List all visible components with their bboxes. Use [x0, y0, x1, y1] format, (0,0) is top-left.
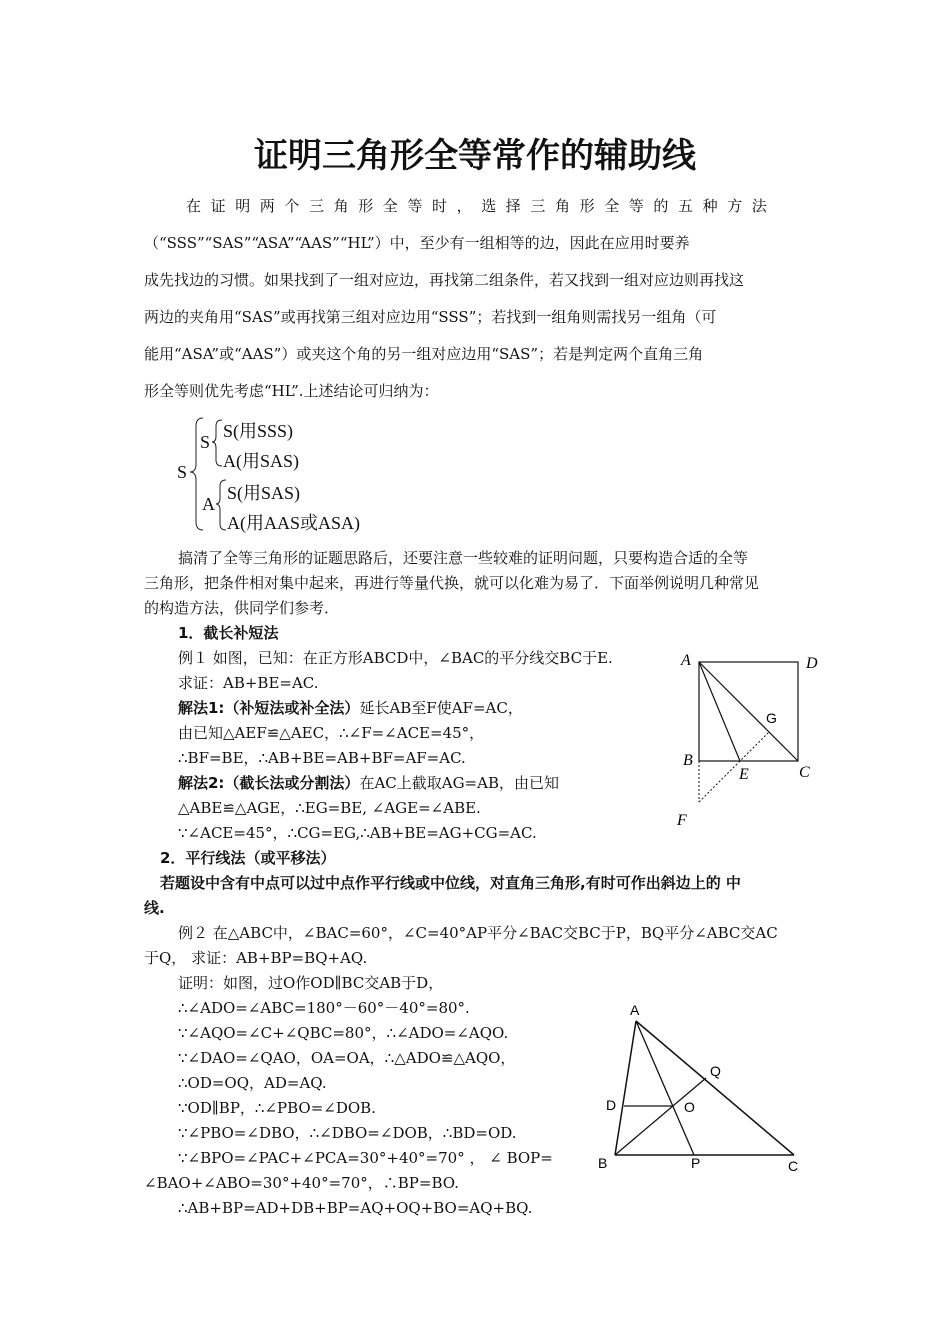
intro-line-5: 能用“ASA”或“AAS”）或夹这个角的另一组对应边用“SAS”；若是判定两个直角三角	[144, 345, 704, 363]
fig2-label-d: D	[606, 1097, 617, 1113]
summary-a-s: S(用SAS)	[227, 483, 301, 503]
solution1-line-2: 由已知△AEF≌△AEC，∴∠F=∠ACE=45°，	[178, 724, 485, 742]
section2-example-line-1: 例２ 在△ABC中，∠BAC=60°，∠C=40°AP平分∠BAC交BC于P，BQ平分∠ABC交AC	[178, 924, 778, 942]
intro-line-4: 两边的夹角用“SAS”或再找第三组对应边用“SSS”；若找到一组角则需找另一组角（可	[144, 308, 717, 326]
fig2-label-o: O	[684, 1099, 695, 1115]
proof-line: ∵∠DAO=∠QAO，OA=OA，∴△ADO≌△AQO，	[178, 1049, 516, 1067]
solution1-label: 解法1:（补短法或补全法）	[178, 699, 360, 717]
intro-line-3: 成先找边的习惯。如果找到了一组对应边，再找第二组条件，若又找到一组对应边则再找这	[144, 271, 745, 289]
figure-square-abcd	[670, 645, 830, 835]
proof-line: ∴OD=OQ，AD=AQ.	[178, 1074, 327, 1092]
fig1-label-e: E	[739, 766, 749, 783]
proof-line: ∵OD∥BP，∴∠PBO=∠DOB.	[178, 1099, 376, 1117]
solution1-line-3: ∴BF=BE，∴AB+BE=AB+BF=AF=AC.	[178, 749, 466, 767]
fig2-label-p: P	[691, 1155, 701, 1171]
summary-root: S	[177, 462, 188, 482]
fig1-label-a: A	[681, 652, 691, 669]
proof-line: 证明：如图，过O作OD∥BC交AB于D，	[178, 974, 444, 992]
transition-line-3: 的构造方法，供同学们参考．	[144, 599, 340, 617]
fig1-label-f: F	[677, 812, 687, 829]
section2-example-line-2: 于Q， 求证：AB+BP=BQ+AQ.	[144, 949, 368, 967]
solution2-line-2: △ABE≌△AGE，∴EG=BE, ∠AGE=∠ABE.	[178, 799, 481, 817]
fig1-label-d: D	[806, 655, 818, 672]
intro-line-2: （“SSS”“SAS”“ASA”“AAS”“HL”）中，至少有一组相等的边，因此在应用时要养	[144, 234, 690, 252]
page-title: 证明三角形全等常作的辅助线	[254, 136, 696, 176]
summary-branch-s: S	[200, 432, 211, 452]
fig2-label-b: B	[598, 1155, 608, 1171]
section1-prove: 求证：AB+BE=AC.	[178, 674, 319, 692]
proof-line: ∠BAO+∠ABO=30°+40°=70°，∴BP=BO.	[144, 1174, 459, 1192]
section1-example: 例１ 如图，已知：在正方形ABCD中，∠BAC的平分线交BC于E.	[178, 649, 613, 667]
summary-branch-a: A	[202, 494, 215, 514]
fig1-label-b: B	[683, 752, 693, 769]
solution2-label: 解法2:（截长法或分割法）	[178, 774, 360, 792]
proof-line: ∴∠ADO=∠ABC=180°－60°－40°=80°.	[178, 999, 470, 1017]
proof-line: ∵∠PBO=∠DBO，∴∠DBO=∠DOB，∴BD=OD.	[178, 1124, 517, 1142]
section2-tip-line-2: 线.	[144, 899, 165, 917]
fig1-label-c: C	[799, 764, 810, 781]
figure-triangle-abc	[590, 1000, 810, 1180]
proof-line: ∵∠AQO=∠C+∠QBC=80°，∴∠ADO=∠AQO.	[178, 1024, 509, 1042]
intro-line-1: 在证明两个三角形全等时，选择三角形全等的五种方法	[186, 197, 777, 215]
transition-line-2: 三角形，把条件相对集中起来，再进行等量代换，就可以化难为易了．下面举例说明几种常见	[144, 574, 760, 592]
section1-solution1	[178, 698, 523, 718]
summary-a-a: A(用AAS或ASA)	[227, 513, 361, 533]
section1-solution2	[178, 773, 559, 793]
summary-s-s: S(用SSS)	[223, 421, 294, 441]
summary-s-a: A(用SAS)	[223, 451, 300, 471]
section2-heading: 2．平行线法（或平移法）	[160, 849, 336, 867]
fig2-label-c: C	[788, 1158, 799, 1174]
proof-line: ∴AB+BP=AD+DB+BP=AQ+OQ+BO=AQ+BQ.	[178, 1199, 533, 1217]
intro-line-6: 形全等则优先考虑“HL”.上述结论可归纳为：	[144, 382, 439, 400]
solution2-text: 在AC上截取AG=AB，由已知	[359, 774, 559, 792]
section2-tip-line-1: 若题设中含有中点可以过中点作平行线或中位线，对直角三角形,有时可作出斜边上的 中	[160, 874, 741, 892]
section1-heading: 1．截长补短法	[178, 624, 279, 642]
proof-line: ∵∠BPO=∠PAC+∠PCA=30°+40°=70° ， ∠ BOP=	[178, 1149, 553, 1167]
solution1-text: 延长AB至F使AF=AC，	[359, 699, 523, 717]
fig2-label-a: A	[630, 1002, 640, 1018]
fig2-label-q: Q	[710, 1063, 721, 1079]
solution2-line-3: ∵∠ACE=45°，∴CG=EG,∴AB+BE=AG+CG=AC.	[178, 824, 537, 842]
fig1-label-g: G	[766, 710, 777, 726]
transition-line-1: 搞清了全等三角形的证题思路后，还要注意一些较难的证明问题，只要构造合适的全等	[178, 549, 749, 567]
